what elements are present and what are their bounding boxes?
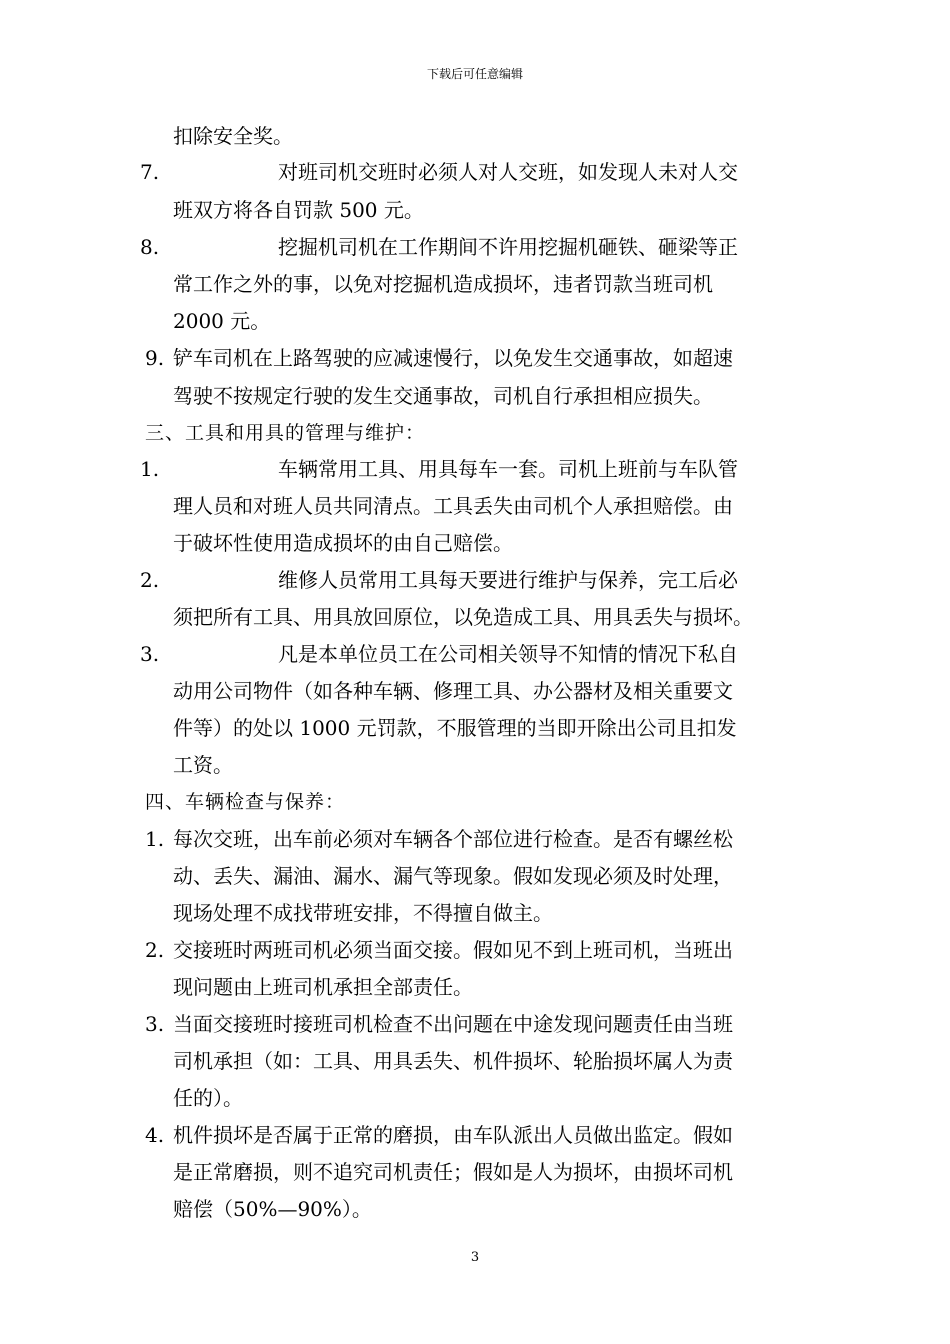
list-item-number: 4. [145,1123,165,1147]
list-item-number: 7. [140,160,160,184]
list-item-number: 9. [145,346,165,370]
paragraph-line: 于破坏性使用造成损坏的由自己赔偿。 [173,531,513,555]
paragraph-line: 现场处理不成找带班安排，不得擅自做主。 [173,901,553,925]
paragraph-line: 动用公司物件（如各种车辆、修理工具、办公器材及相关重要文 [173,679,733,703]
list-item-number: 2. [140,568,160,592]
list-item-number: 2. [145,938,165,962]
paragraph-line: 2000 元。 [173,309,271,333]
paragraph-line: 每次交班，出车前必须对车辆各个部位进行检查。是否有螺丝松 [173,827,733,851]
paragraph-line: 铲车司机在上路驾驶的应减速慢行，以免发生交通事故，如超速 [173,346,733,370]
paragraph-line: 凡是本单位员工在公司相关领导不知情的情况下私自 [278,642,738,666]
page-number: 3 [470,1250,480,1265]
paragraph-line: 件等）的处以 1000 元罚款，不服管理的当即开除出公司且扣发 [173,716,737,740]
paragraph-line: 理人员和对班人员共同清点。工具丢失由司机个人承担赔偿。由 [173,494,733,518]
paragraph-line: 扣除安全奖。 [173,124,293,148]
page-header: 下载后可任意编辑 [426,67,523,81]
paragraph-line: 交接班时两班司机必须当面交接。假如见不到上班司机，当班出 [173,938,733,962]
paragraph-line: 任的）。 [173,1086,243,1110]
paragraph-line: 车辆常用工具、用具每车一套。司机上班前与车队管 [278,457,738,481]
paragraph-line: 维修人员常用工具每天要进行维护与保养，完工后必 [278,568,738,592]
paragraph-line: 常工作之外的事，以免对挖掘机造成损坏，违者罚款当班司机 [173,272,713,296]
paragraph-line: 是正常磨损，则不追究司机责任；假如是人为损坏，由损坏司机 [173,1160,733,1184]
section-heading: 三、工具和用具的管理与维护： [145,422,426,444]
paragraph-line: 工资。 [173,753,233,777]
paragraph-line: 对班司机交班时必须人对人交班，如发现人未对人交 [278,160,738,184]
paragraph-line: 机件损坏是否属于正常的磨损，由车队派出人员做出监定。假如 [173,1123,733,1147]
paragraph-line: 司机承担（如：工具、用具丢失、机件损坏、轮胎损坏属人为责 [173,1049,733,1073]
paragraph-line: 动、丢失、漏油、漏水、漏气等现象。假如发现必须及时处理， [173,864,733,888]
list-item-number: 8. [140,235,160,259]
list-item-number: 1. [145,827,165,851]
list-item-number: 1. [140,457,160,481]
list-item-number: 3. [145,1012,165,1036]
paragraph-line: 现问题由上班司机承担全部责任。 [173,975,473,999]
paragraph-line: 须把所有工具、用具放回原位，以免造成工具、用具丢失与损坏。 [173,605,753,629]
paragraph-line: 挖掘机司机在工作期间不许用挖掘机砸铁、砸梁等正 [278,235,738,259]
paragraph-line: 驾驶不按规定行驶的发生交通事故，司机自行承担相应损失。 [173,384,713,408]
paragraph-line: 班双方将各自罚款 500 元。 [173,198,424,222]
paragraph-line: 当面交接班时接班司机检查不出问题在中途发现问题责任由当班 [173,1012,733,1036]
section-heading: 四、车辆检查与保养： [145,791,346,813]
list-item-number: 3. [140,642,160,666]
paragraph-line: 赔偿（50%—90%）。 [173,1197,372,1221]
